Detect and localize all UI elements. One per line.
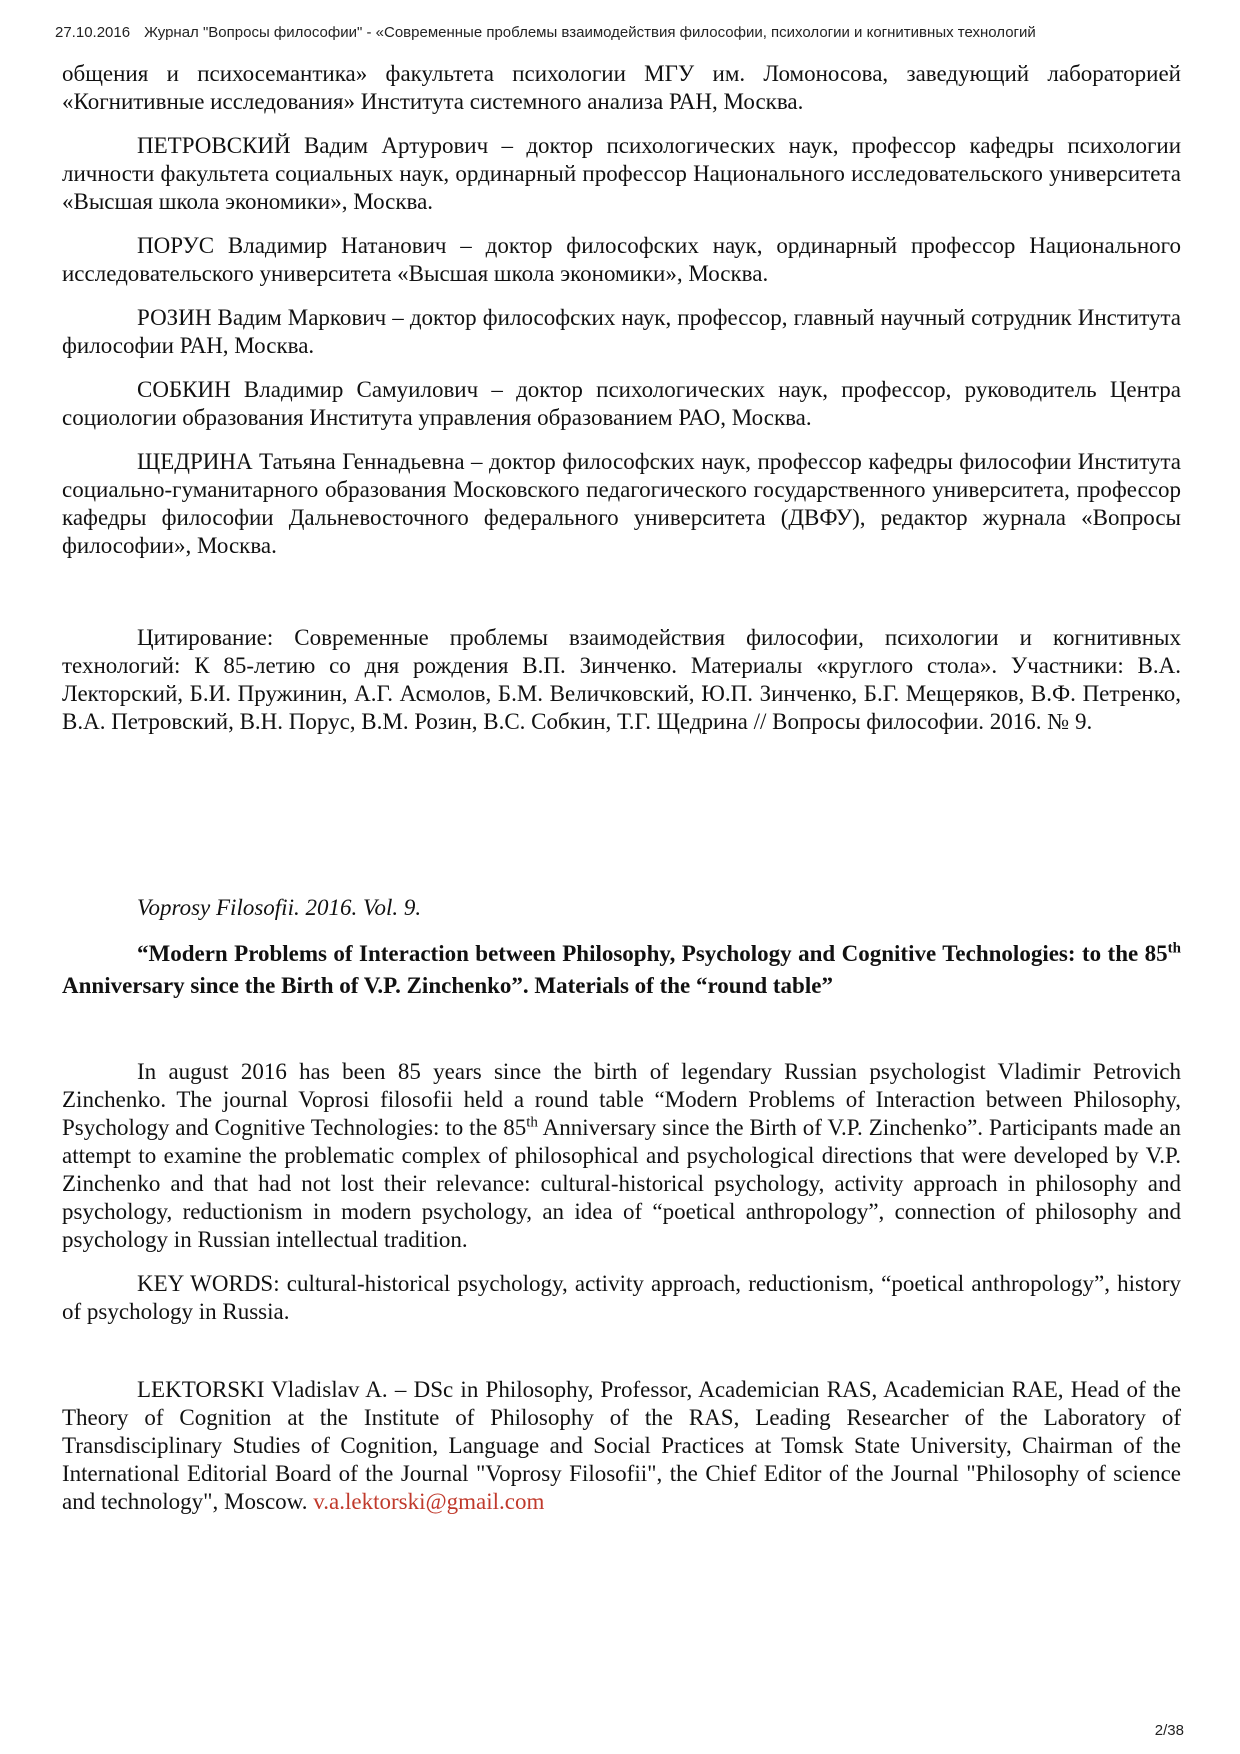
english-title-part1: “Modern Problems of Interaction between Philosophy, Psychology and Cognitive Technologies: to the 85	[137, 941, 1168, 966]
english-title	[62, 938, 1181, 1002]
keywords-paragraph: KEY WORDS: cultural-historical psychology, activity approach, reductionism, “poetical anthropology”, history of psychology in Russia.	[62, 1271, 1181, 1324]
paragraph-shchedrina: ЩЕДРИНА Татьяна Геннадьевна – доктор философских наук, профессор кафедры философии Института социально-гуманитарного образования Московского педагогического государственного университета, профессор кафедры философии Дальневосточного федерального университета (ДВФУ), редактор журнала «Вопросы философии», Москва.	[62, 449, 1181, 558]
paragraph-ru-continued: общения и психосемантика» факультета психологии МГУ им. Ломоносова, заведующий лабораторией «Когнитивные исследования» Института системного анализа РАН, Москва.	[62, 61, 1181, 114]
document-body	[62, 60, 1181, 1532]
page-number: 2/38	[1154, 1722, 1184, 1739]
abstract-paragraph	[62, 1058, 1181, 1254]
paragraph-sobkin: СОБКИН Владимир Самуилович – доктор психологических наук, профессор, руководитель Центра социологии образования Института управления образованием РАО, Москва.	[62, 377, 1181, 430]
author-description: LEKTORSKI Vladislav A. – DSc in Philosophy, Professor, Academician RAS, Academician RAE, Head of the Theory of Cognition at the Institute of Philosophy of the RAS, Leading Researcher of the Laboratory of Transdisciplinary Studies of Cognition, Language and Social Practices at Tomsk State University, Chairman of the International Editorial Board of the Journal "Voprosy Filosofii", the Chief Editor of the Journal "Philosophy of science and technology", Moscow.	[62, 1377, 1181, 1514]
abstract-part2: Anniversary since the Birth of V.P. Zinchenko”. Participants made an attempt to examine the problematic complex of philosophical and psychological directions that were developed by V.P. Zinchenko and that had not lost their relevance: cultural-historical psychology, activity approach in philosophy and psychology, reductionism in modern psychology, an idea of “poetical anthropology”, connection of philosophy and psychology in Russian intellectual tradition.	[62, 1115, 1181, 1252]
paragraph-petrovsky: ПЕТРОВСКИЙ Вадим Артурович – доктор психологических наук, профессор кафедры психологии личности факультета социальных наук, ординарный профессор Национального исследовательского университета «Высшая школа экономики», Москва.	[62, 133, 1181, 214]
journal-reference: Voprosy Filosofii. 2016. Vol. 9.	[137, 895, 422, 920]
paragraph-porus: ПОРУС Владимир Натанович – доктор философских наук, ординарный профессор Национального исследовательского университета «Высшая школа экономики», Москва.	[62, 233, 1181, 286]
english-title-part2: Anniversary since the Birth of V.P. Zinchenko”. Materials of the “round table”	[62, 973, 833, 998]
abstract-part1: In august 2016 has been 85 years since the birth of legendary Russian psychologist Vladimir Petrovich Zinchenko. The journal Voprosi filosofii held a round table “Modern Problems of Interaction between Philosophy, Psychology and Cognitive Technologies: to the 85	[62, 1059, 1181, 1140]
paragraph-rozin: РОЗИН Вадим Маркович – доктор философских наук, профессор, главный научный сотрудник Института философии РАН, Москва.	[62, 305, 1181, 358]
header-title: Журнал "Вопросы философии" - «Современные проблемы взаимодействия философии, психологии и когнитивных технологий	[144, 24, 1036, 41]
citation-paragraph: Цитирование: Современные проблемы взаимодействия философии, психологии и когнитивных технологий: К 85-летию со дня рождения В.П. Зинченко. Материалы «круглого стола». Участники: В.А. Лекторский, Б.И. Пружинин, А.Г. Асмолов, Б.М. Величковский, Ю.П. Зинченко, Б.Г. Мещеряков, В.Ф. Петренко, В.А. Петровский, В.Н. Порус, В.М. Розин, В.С. Собкин, Т.Г. Щедрина // Вопросы философии. 2016. № 9.	[62, 625, 1181, 734]
author-paragraph	[62, 1376, 1181, 1516]
header-date: 27.10.2016	[55, 24, 131, 41]
english-title-sup: th	[1167, 940, 1181, 957]
author-email-link[interactable]: v.a.lektorski@gmail.com	[313, 1489, 545, 1514]
page-header	[55, 24, 1185, 41]
abstract-sup: th	[526, 1114, 538, 1131]
